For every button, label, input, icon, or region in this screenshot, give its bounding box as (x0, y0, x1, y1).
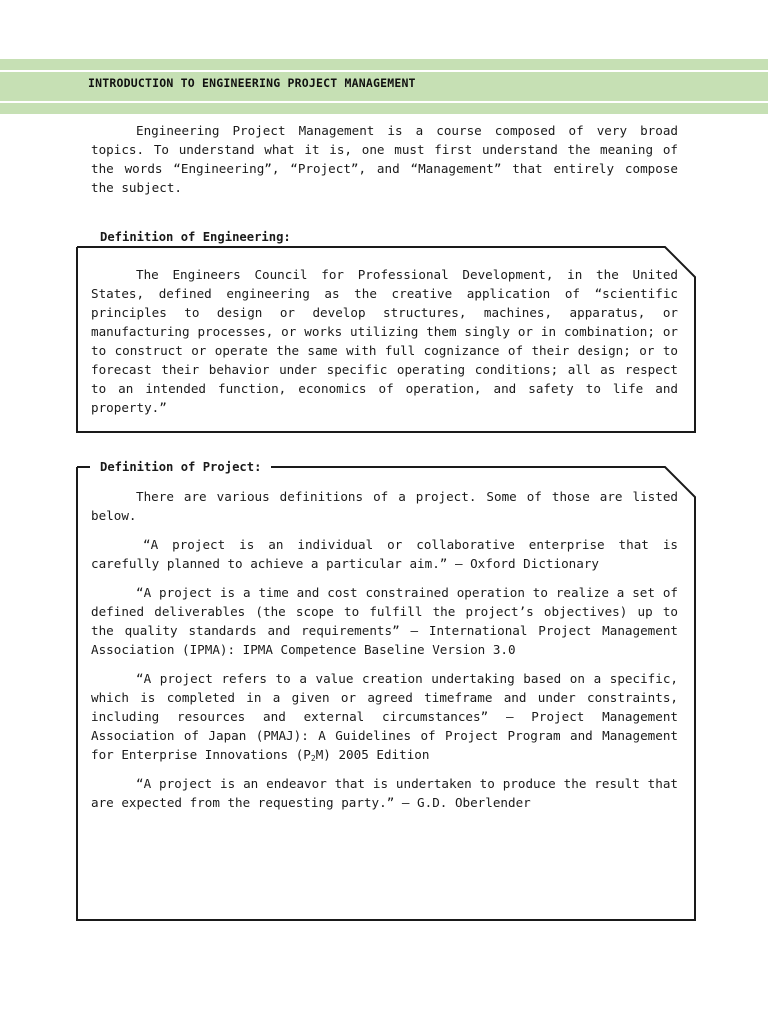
project-intro-text: There are various definitions of a project. Some of those are listed below. (91, 489, 678, 523)
engineering-definition-box (76, 230, 696, 433)
project-quote-oberlender: “A project is an endeavor that is undertaken to produce the result that are expected from the requesting party.” – G.D. Oberlender (91, 776, 678, 810)
engineering-definition-text: The Engineers Council for Professional Development, in the United States, defined engineering as the creative application of “scientific principles to design or develop structures, machines, apparatus, or manufacturing processes, or works utilizing them singly or in combination; or to construct or operate the same with full cognizance of their design; or to forecast their behavior under specific operating conditions; all as respect to an intended function, economics of operation, and safety to life and property.” (91, 267, 678, 415)
pmaj-quote-end: M) 2005 Edition (315, 747, 430, 762)
engineering-label: Definition of Engineering: (90, 229, 301, 245)
pmaj-subscript: 2 (310, 754, 316, 763)
project-quote-pmaj (91, 669, 678, 764)
intro-paragraph: Engineering Project Management is a course composed of very broad topics. To understand what it is, one must first understand the meaning of the words “Engineering”, “Project”, and “Management” that entirely compose the subject. (91, 123, 678, 195)
pmaj-quote-main: “A project refers to a value creation undertaking based on a specific, which is completed in a given or agreed timeframe and under constraints, including resources and external circumstances” – Project Management Association of Japan (PMAJ): A Guidelines of Project Program and Management for Enterprise Innovations (P (91, 671, 678, 762)
project-label: Definition of Project: (90, 459, 271, 475)
project-quote-ipma: “A project is a time and cost constrained operation to realize a set of defined deliverables (the scope to fulfill the project’s objectives) up to the quality standards and requirements” – International Project Management Association (IPMA): IPMA Competence Baseline Version 3.0 (91, 585, 678, 657)
page-title: INTRODUCTION TO ENGINEERING PROJECT MANAGEMENT (88, 76, 416, 90)
project-quote-oxford: “A project is an individual or collaborative enterprise that is carefully planned to achieve a particular aim.” – Oxford Dictionary (91, 537, 678, 571)
project-definition-box (76, 458, 696, 921)
